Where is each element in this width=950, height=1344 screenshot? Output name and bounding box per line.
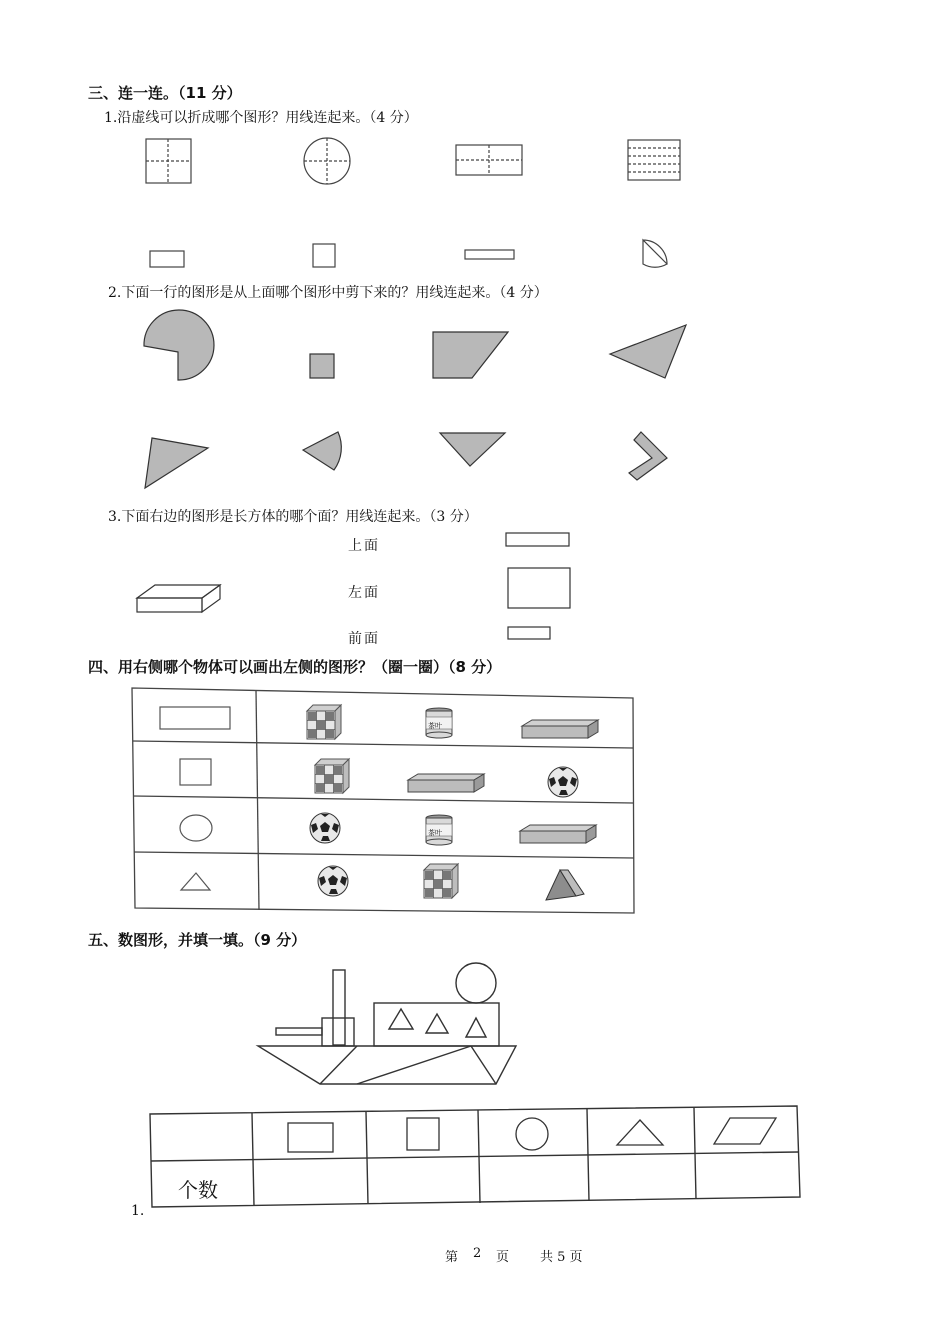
section5-title: 五、数图形，并填一填。（9 分） xyxy=(88,931,307,949)
label-top-face: 上面 xyxy=(348,538,380,554)
count-triangle-icon xyxy=(617,1120,663,1145)
footer-page-number: 2 xyxy=(473,1246,482,1261)
count-circle-icon xyxy=(516,1118,548,1150)
tea-can-label: 茶叶 xyxy=(428,829,442,837)
tea-can-label: 茶叶 xyxy=(428,722,442,730)
section4-title: 四、用右侧哪个物体可以画出左侧的图形？（圈一圈）（8 分） xyxy=(88,658,502,676)
count-rectangle-icon xyxy=(288,1123,333,1152)
section3-title: 三、连一连。（11 分） xyxy=(88,84,242,102)
item-number: 1. xyxy=(131,1203,145,1219)
footer-di: 第 xyxy=(445,1250,459,1265)
q1-text: 1.沿虚线可以折成哪个图形？用线连起来。（4 分） xyxy=(104,110,418,126)
count-row-label: 个数 xyxy=(178,1178,218,1202)
footer-ye: 页 xyxy=(496,1250,510,1265)
q3-text: 3.下面右边的图形是长方体的哪个面？用线连起来。（3 分） xyxy=(108,509,478,525)
q2-text: 2.下面一行的图形是从上面哪个图形中剪下来的？用线连起来。（4 分） xyxy=(108,285,548,301)
count-square-icon xyxy=(407,1118,439,1150)
label-left-face: 左面 xyxy=(348,585,380,601)
footer-total: 共 5 页 xyxy=(540,1250,583,1265)
count-parallelogram-icon xyxy=(714,1118,776,1144)
label-front-face: 前面 xyxy=(348,631,380,647)
